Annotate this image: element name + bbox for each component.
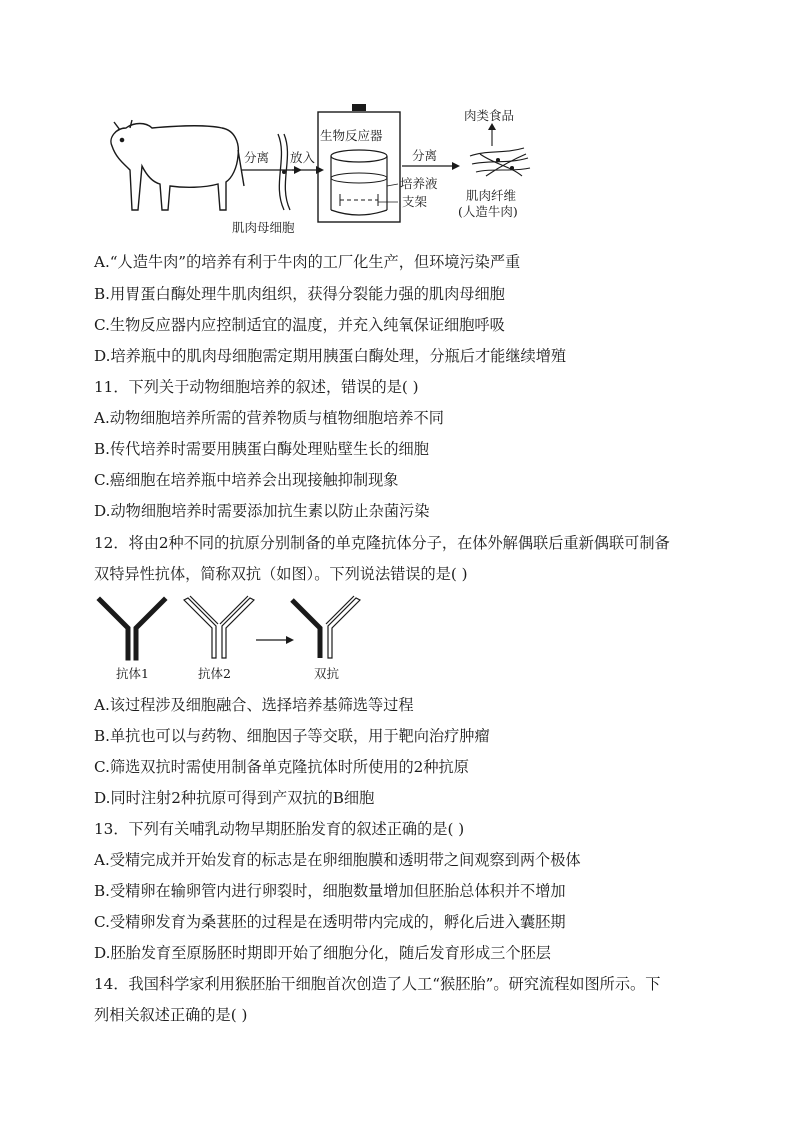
antibody-1	[100, 600, 164, 658]
q13-option-b: B.受精卵在输卵管内进行卵裂时，细胞数量增加但胚胎总体积并不增加	[94, 882, 566, 900]
label-antibody-2: 抗体2	[198, 666, 231, 681]
q12-option-d: D.同时注射2种抗原可得到产双抗的B细胞	[94, 789, 375, 807]
q10-option-b: B.用胃蛋白酶处理牛肌肉组织，获得分裂能力强的肌肉母细胞	[94, 285, 505, 303]
q10-option-d: D.培养瓶中的肌肉母细胞需定期用胰蛋白酶处理，分瓶后才能继续增殖	[94, 347, 567, 365]
bispecific-antibody	[292, 596, 360, 658]
label-fiber: 肌肉纤维	[466, 188, 517, 203]
q13-option-d: D.胚胎发育至原肠胚时期即开始了细胞分化，随后发育形成三个胚层	[94, 944, 551, 962]
q11-option-b: B.传代培养时需要用胰蛋白酶处理贴壁生长的细胞	[94, 440, 429, 458]
cow-illustration	[111, 120, 244, 210]
q11-option-a: A.动物细胞培养所需的营养物质与植物细胞培养不同	[94, 409, 444, 427]
label-medium: 培养液	[400, 176, 438, 191]
label-bispecific: 双抗	[314, 666, 340, 681]
label-bioreactor: 生物反应器	[320, 128, 383, 143]
label-artificial-beef: (人造牛肉)	[458, 204, 518, 219]
q13-option-a: A.受精完成并开始发育的标志是在卵细胞膜和透明带之间观察到两个极体	[94, 851, 581, 869]
figure-antibodies	[94, 592, 394, 684]
q12-option-a: A.该过程涉及细胞融合、选择培养基筛选等过程	[94, 696, 414, 714]
bioreactor	[318, 104, 400, 222]
q13-option-c: C.受精卵发育为桑葚胚的过程是在透明带内完成的，孵化后进入囊胚期	[94, 913, 566, 931]
q10-option-a: A.“人造牛肉”的培养有利于牛肉的工厂化生产，但环境污染严重	[94, 253, 521, 271]
label-scaffold: 支架	[402, 194, 428, 209]
label-separate-2: 分离	[412, 148, 438, 163]
q12-stem-line2: 双特异性抗体，简称双抗（如图）。下列说法错误的是( )	[94, 565, 468, 583]
antibody-2	[184, 596, 254, 658]
muscle-fibers	[470, 148, 530, 176]
label-myoblast: 肌肉母细胞	[232, 220, 295, 235]
q11-stem: 11．下列关于动物细胞培养的叙述，错误的是( )	[94, 378, 419, 396]
q10-option-c: C.生物反应器内应控制适宜的温度，并充入纯氧保证细胞呼吸	[94, 316, 505, 334]
q12-option-c: C.筛选双抗时需使用制备单克隆抗体时所使用的2种抗原	[94, 758, 469, 776]
label-put-in: 放入	[290, 150, 316, 165]
q12-option-b: B.单抗也可以与药物、细胞因子等交联，用于靶向治疗肿瘤	[94, 727, 490, 745]
q11-option-c: C.癌细胞在培养瓶中培养会出现接触抑制现象	[94, 471, 399, 489]
label-antibody-1: 抗体1	[116, 666, 149, 681]
label-separate-1: 分离	[244, 150, 270, 165]
q12-stem-line1: 12．将由2种不同的抗原分别制备的单克隆抗体分子，在体外解偶联后重新偶联可制备	[94, 534, 670, 552]
q14-stem-line2: 列相关叙述正确的是( )	[94, 1006, 248, 1024]
q13-stem: 13．下列有关哺乳动物早期胚胎发育的叙述正确的是( )	[94, 820, 465, 838]
label-meat-food: 肉类食品	[464, 108, 515, 123]
q11-option-d: D.动物细胞培养时需要添加抗生素以防止杂菌污染	[94, 502, 430, 520]
q14-stem-line1: 14．我国科学家利用猴胚胎干细胞首次创造了人工“猴胚胎”。研究流程如图所示。下	[94, 975, 661, 993]
figure-artificial-beef	[94, 98, 554, 238]
